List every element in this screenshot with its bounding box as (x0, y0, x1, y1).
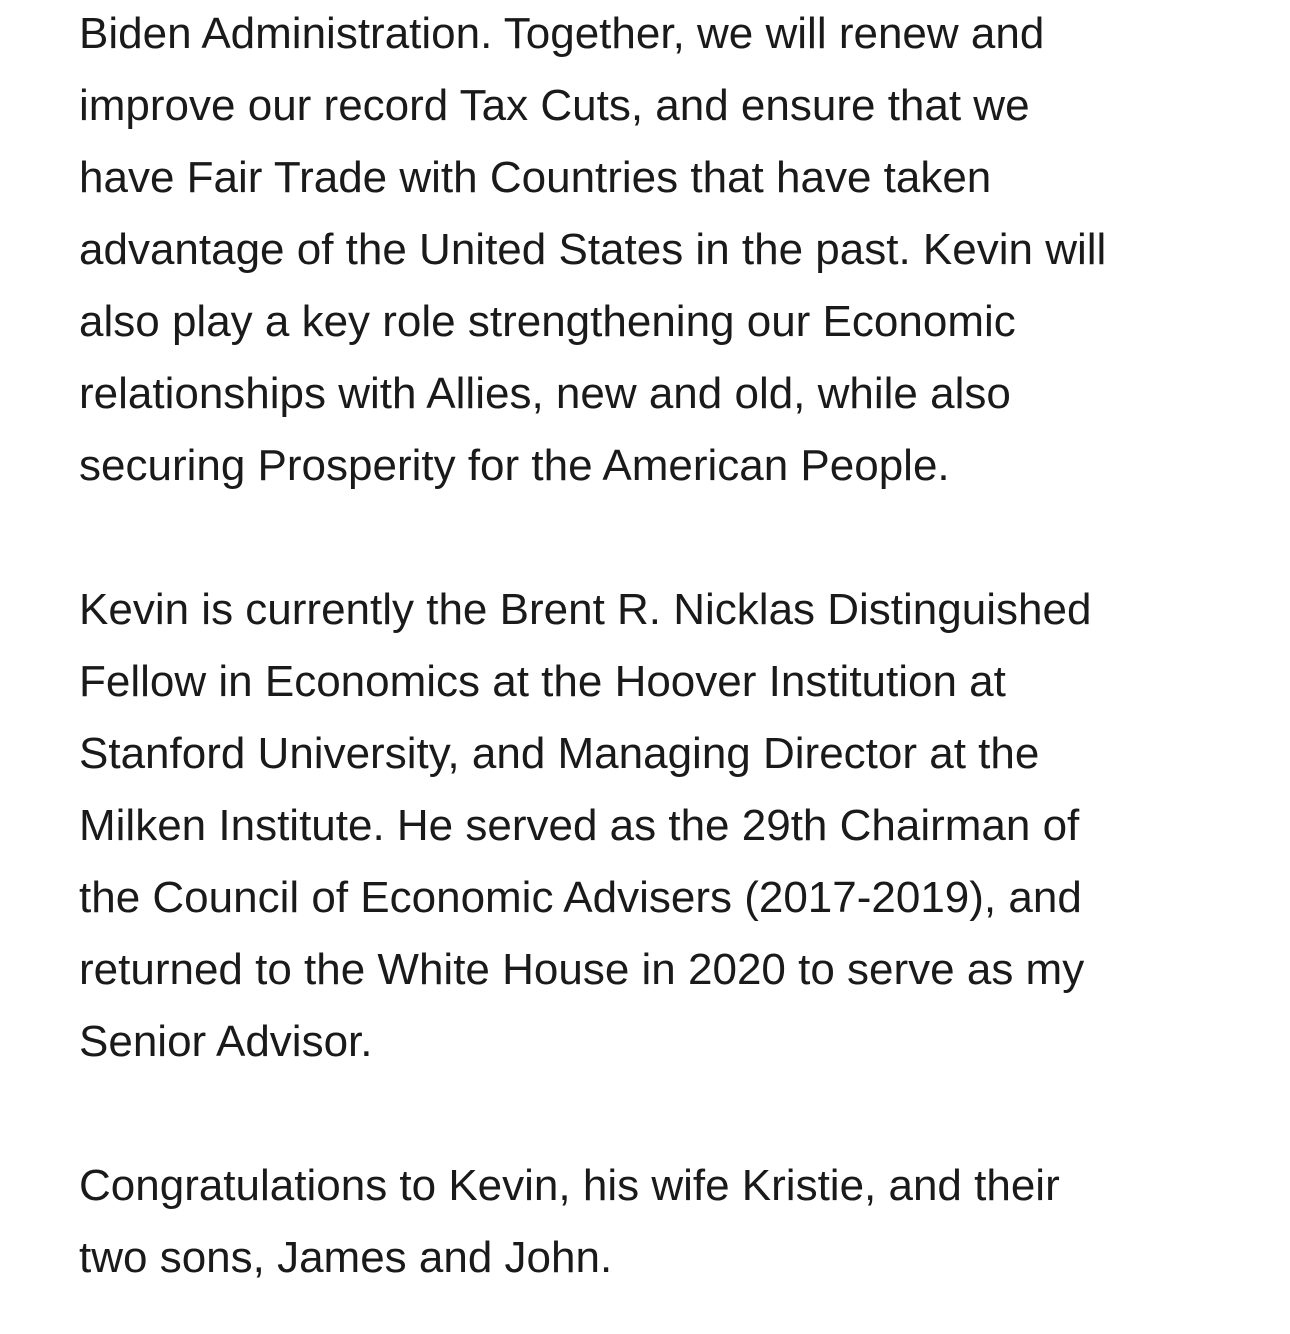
text-line: two sons, James and John. (79, 1233, 613, 1282)
paragraph-trade-and-tax (79, 0, 1239, 502)
text-line: Kevin is currently the Brent R. Nicklas Distinguished (79, 585, 1092, 634)
text-line: securing Prosperity for the American People. (79, 441, 950, 490)
paragraph-spacer (79, 1078, 1239, 1150)
text-line: advantage of the United States in the past. Kevin will (79, 225, 1107, 274)
text-line: Biden Administration. Together, we will renew and (79, 9, 1045, 58)
statement-body (79, 0, 1239, 1294)
paragraph-biography (79, 574, 1239, 1078)
text-line: have Fair Trade with Countries that have taken (79, 153, 992, 202)
text-line: Senior Advisor. (79, 1017, 373, 1066)
paragraph-spacer (79, 502, 1239, 574)
paragraph-congratulations (79, 1150, 1239, 1294)
text-line: the Council of Economic Advisers (2017-2019), and (79, 873, 1082, 922)
text-line: also play a key role strengthening our Economic (79, 297, 1016, 346)
text-line: returned to the White House in 2020 to serve as my (79, 945, 1085, 994)
text-line: Congratulations to Kevin, his wife Kristie, and their (79, 1161, 1060, 1210)
text-line: improve our record Tax Cuts, and ensure that we (79, 81, 1030, 130)
text-line: Milken Institute. He served as the 29th Chairman of (79, 801, 1080, 850)
text-line: Stanford University, and Managing Director at the (79, 729, 1040, 778)
text-line: Fellow in Economics at the Hoover Institution at (79, 657, 1006, 706)
text-line: relationships with Allies, new and old, while also (79, 369, 1011, 418)
